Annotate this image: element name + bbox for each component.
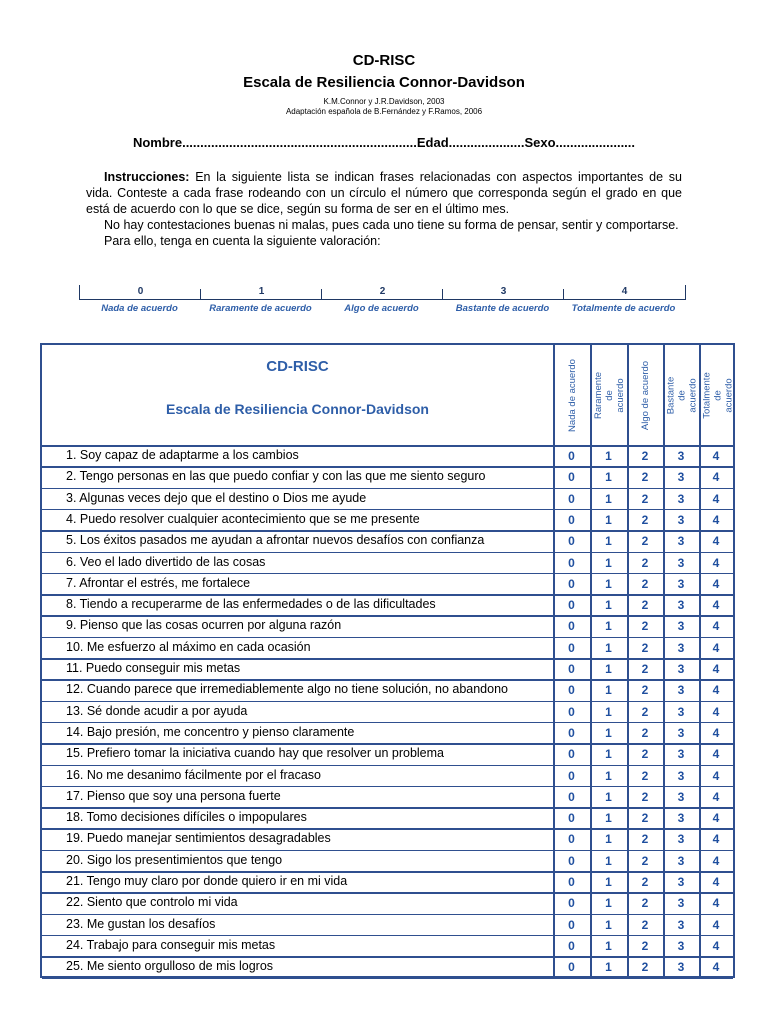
personal-data-fields: Nombre.................................................................Edad.....................Sexo...................... [132,135,636,150]
response-option[interactable]: 1 [605,640,612,655]
row-divider [42,637,733,639]
response-option[interactable]: 0 [568,938,575,953]
column-header [628,345,664,445]
response-option[interactable]: 0 [568,640,575,655]
response-option[interactable]: 0 [568,917,575,932]
response-option[interactable]: 2 [641,491,649,506]
response-option[interactable]: 1 [605,938,612,953]
response-option[interactable]: 3 [677,683,685,698]
response-option[interactable]: 0 [568,789,575,804]
response-option[interactable]: 4 [712,938,720,953]
table-row [42,829,733,850]
row-divider [42,466,733,468]
item-text: 13. Sé donde acudir a por ayuda [66,703,248,718]
item-text: 7. Afrontar el estrés, me fortalece [66,575,251,590]
row-divider [42,914,733,916]
response-option[interactable]: 4 [712,534,720,549]
table-row [42,702,733,723]
rating-scale [79,285,686,300]
table-row [42,467,733,488]
column-header-text: Totalmente de acuerdo [701,371,735,419]
table-row [42,723,733,744]
response-option[interactable]: 2 [641,662,649,676]
response-option[interactable]: 2 [641,938,649,953]
item-text: 4. Puedo resolver cualquier acontecimiento que se me presente [66,511,420,526]
document-subtitle: Escala de Resiliencia Connor-Davidson [243,74,525,91]
response-option[interactable]: 4 [712,811,720,826]
scale-label: Bastante de acuerdo [455,303,550,314]
row-divider [42,594,733,596]
item-text: 25. Me siento orgulloso de mis logros [66,959,274,974]
response-option[interactable]: 3 [677,662,685,676]
scale-label: Raramente de acuerdo [209,303,312,314]
column-divider [627,345,629,976]
response-option[interactable]: 2 [641,875,649,889]
row-divider [42,701,733,703]
item-text: 14. Bajo presión, me concentro y pienso claramente [66,724,355,739]
table-row [42,808,733,829]
response-option[interactable]: 2 [641,576,649,591]
response-option[interactable]: 3 [677,875,685,889]
response-option[interactable]: 4 [712,555,720,570]
response-option[interactable]: 0 [568,470,575,485]
response-option[interactable]: 3 [677,938,685,953]
item-text: 3. Algunas veces dejo que el destino o Dios me ayude [66,490,367,505]
response-option[interactable]: 3 [677,555,685,570]
response-option[interactable]: 4 [712,747,720,762]
response-option[interactable]: 0 [568,960,575,975]
instructions-p1 [86,169,682,217]
row-divider [42,509,733,511]
response-option[interactable]: 0 [568,832,575,847]
table-row [42,553,733,574]
response-option[interactable]: 2 [641,470,649,485]
table-row [42,744,733,765]
response-option[interactable]: 0 [568,576,575,591]
row-divider [42,786,733,788]
response-option[interactable]: 3 [677,491,685,506]
response-option[interactable]: 0 [568,598,575,613]
response-option[interactable]: 1 [605,811,612,826]
item-text: 9. Pienso que las cosas ocurren por alguna razón [66,618,342,633]
table-row [42,787,733,808]
item-text: 5. Los éxitos pasados me ayudan a afrontar nuevos desafíos con confianza [66,533,485,548]
table-row [42,638,733,659]
row-divider [42,807,733,809]
questionnaire-table [40,343,735,978]
column-header [664,345,700,445]
response-option[interactable]: 1 [605,449,612,463]
item-text: 1. Soy capaz de adaptarme a los cambios [66,448,299,462]
row-divider [42,828,733,830]
row-divider [42,615,733,617]
response-option[interactable]: 2 [641,555,649,570]
column-header-text: Algo de acuerdo [640,360,652,430]
table-row [42,936,733,957]
scale-value: 1 [258,286,265,297]
response-option[interactable]: 4 [712,853,720,868]
response-option[interactable]: 4 [712,725,720,740]
response-option[interactable]: 3 [677,619,685,634]
scale-value: 4 [621,286,628,297]
response-option[interactable]: 3 [677,725,685,740]
response-option[interactable]: 0 [568,896,575,911]
response-option[interactable]: 0 [568,512,575,527]
item-text: 2. Tengo personas en las que puedo confiar y con las que me siento seguro [66,469,486,484]
scale-label: Nada de acuerdo [101,303,178,314]
scale-value: 2 [379,286,386,297]
response-option[interactable]: 2 [641,640,649,655]
response-option[interactable]: 2 [641,747,649,762]
row-divider [42,679,733,681]
response-option[interactable]: 2 [641,832,649,847]
response-option[interactable]: 2 [641,960,649,975]
response-option[interactable]: 4 [712,576,720,591]
item-text: 24. Trabajo para conseguir mis metas [66,937,276,952]
response-option[interactable]: 0 [568,449,575,463]
response-option[interactable]: 0 [568,619,575,634]
response-option[interactable]: 3 [677,470,685,485]
response-option[interactable]: 2 [641,896,649,911]
table-row [42,446,733,467]
row-divider [42,892,733,894]
response-option[interactable]: 3 [677,534,685,549]
response-option[interactable]: 2 [641,619,649,634]
row-divider [42,850,733,852]
table-row [42,957,733,978]
response-option[interactable]: 3 [677,640,685,655]
scale-label: Algo de acuerdo [344,303,419,314]
column-header [700,345,736,445]
table-row [42,489,733,510]
table-row [42,915,733,936]
table-row [42,616,733,637]
response-option[interactable]: 0 [568,704,575,719]
response-option[interactable]: 0 [568,683,575,698]
row-divider [42,722,733,724]
response-option[interactable]: 2 [641,598,649,613]
row-divider [42,530,733,532]
response-option[interactable]: 3 [677,896,685,911]
response-option[interactable]: 1 [605,555,612,570]
response-option[interactable]: 3 [677,747,685,762]
response-option[interactable]: 3 [677,789,685,804]
response-option[interactable]: 1 [605,662,612,676]
scale-value: 3 [500,286,507,297]
response-option[interactable]: 4 [712,449,720,463]
row-divider [42,765,733,767]
response-option[interactable]: 4 [712,832,720,847]
response-option[interactable]: 4 [712,683,720,698]
response-option[interactable]: 3 [677,853,685,868]
response-option[interactable]: 1 [605,704,612,719]
response-option[interactable]: 4 [712,704,720,719]
row-divider [42,935,733,937]
instructions-label: Instrucciones: [104,170,190,184]
response-option[interactable]: 1 [605,491,612,506]
scale-label: Totalmente de acuerdo [571,303,676,314]
response-option[interactable]: 1 [605,619,612,634]
instructions-p3: Para ello, tenga en cuenta la siguiente valoración: [104,234,381,248]
response-option[interactable]: 1 [605,875,612,889]
credit-authors: K.M.Connor y J.R.Davidson, 2003 [323,97,445,106]
table-row [42,893,733,914]
response-option[interactable]: 2 [641,683,649,698]
response-option[interactable]: 2 [641,534,649,549]
row-divider [42,978,733,980]
table-row [42,574,733,595]
response-option[interactable]: 1 [605,832,612,847]
column-header [591,345,627,445]
instructions [86,169,682,249]
response-option[interactable]: 3 [677,960,685,975]
table-row [42,872,733,893]
response-option[interactable]: 4 [712,470,720,485]
response-option[interactable]: 0 [568,725,575,740]
response-option[interactable]: 3 [677,768,685,783]
column-header-text: Bastante de acuerdo [665,376,699,414]
item-text: 19. Puedo manejar sentimientos desagradables [66,831,331,846]
item-text: 12. Cuando parece que irremediablemente algo no tiene solución, no abandono [66,682,508,697]
document-title: CD-RISC [352,52,416,69]
response-option[interactable]: 3 [677,449,685,463]
instructions-text: En la siguiente lista se indican frases relacionadas con aspectos importantes de su vida. Conteste a cada frase rodeando con un círculo el número que corresponda según el grado en que está de acuerdo con lo que se dice, según su forma de ser en el último mes. [86,170,682,216]
response-option[interactable]: 4 [712,789,720,804]
column-header-text: Nada de acuerdo [566,358,578,432]
item-text: 15. Prefiero tomar la iniciativa cuando hay que resolver un problema [66,746,444,761]
credit-adaptation: Adaptación española de B.Fernández y F.Ramos, 2006 [285,107,483,116]
response-option[interactable]: 0 [568,811,575,826]
response-option[interactable]: 0 [568,491,575,506]
response-option[interactable]: 3 [677,811,685,826]
row-divider [42,871,733,873]
table-title: CD-RISC [266,358,329,375]
row-divider [42,956,733,958]
response-option[interactable]: 0 [568,534,575,549]
response-option[interactable]: 4 [712,491,720,506]
response-option[interactable]: 1 [605,747,612,762]
response-option[interactable]: 1 [605,470,612,485]
instructions-p2: No hay contestaciones buenas ni malas, pues cada uno tiene su forma de pensar, sentir y comportarse. [104,218,679,232]
response-option[interactable]: 4 [712,598,720,613]
column-divider [699,345,701,976]
response-option[interactable]: 1 [605,789,612,804]
table-row [42,766,733,787]
item-text: 18. Tomo decisiones difíciles o impopulares [66,810,307,825]
response-option[interactable]: 1 [605,853,612,868]
row-divider [42,573,733,575]
response-option[interactable]: 1 [605,598,612,613]
response-option[interactable]: 3 [677,512,685,527]
response-option[interactable]: 1 [605,534,612,549]
response-option[interactable]: 0 [568,768,575,783]
response-option[interactable]: 3 [677,704,685,719]
item-text: 17. Pienso que soy una persona fuerte [66,788,281,803]
response-option[interactable]: 2 [641,725,649,740]
response-option[interactable]: 1 [605,896,612,911]
item-text: 22. Siento que controlo mi vida [66,895,238,910]
response-option[interactable]: 3 [677,832,685,847]
response-option[interactable]: 2 [641,449,649,463]
response-option[interactable]: 2 [641,704,649,719]
response-option[interactable]: 4 [712,768,720,783]
response-option[interactable]: 2 [641,768,649,783]
response-option[interactable]: 2 [641,811,649,826]
item-text: 23. Me gustan los desafíos [66,916,216,931]
row-divider [42,488,733,490]
response-option[interactable]: 1 [605,683,612,698]
response-option[interactable]: 3 [677,917,685,932]
response-option[interactable]: 2 [641,789,649,804]
item-text: 21. Tengo muy claro por donde quiero ir en mi vida [66,874,348,888]
table-row [42,510,733,531]
response-option[interactable]: 4 [712,662,720,676]
item-text: 20. Sigo los presentimientos que tengo [66,852,283,867]
column-divider [663,345,665,976]
column-header-text: Raramente de acuerdo [592,371,626,419]
table-subtitle: Escala de Resiliencia Connor-Davidson [166,401,429,417]
row-divider [42,552,733,554]
response-option[interactable]: 4 [712,960,720,975]
table-row [42,659,733,680]
response-option[interactable]: 4 [712,640,720,655]
table-row [42,851,733,872]
response-option[interactable]: 2 [641,853,649,868]
table-row [42,680,733,701]
response-option[interactable]: 4 [712,896,720,911]
row-divider [42,743,733,745]
table-row [42,595,733,616]
response-option[interactable]: 4 [712,917,720,932]
item-text: 8. Tiendo a recuperarme de las enfermedades o de las dificultades [66,597,436,612]
response-option[interactable]: 3 [677,576,685,591]
item-text: 10. Me esfuerzo al máximo en cada ocasión [66,639,311,654]
response-option[interactable]: 0 [568,875,575,889]
column-divider [590,345,592,976]
response-option[interactable]: 0 [568,853,575,868]
column-header [554,345,590,445]
response-option[interactable]: 4 [712,619,720,634]
row-divider [42,445,733,447]
response-option[interactable]: 0 [568,747,575,762]
response-option[interactable]: 0 [568,555,575,570]
response-option[interactable]: 1 [605,512,612,527]
response-option[interactable]: 2 [641,917,649,932]
row-divider [42,658,733,660]
table-row [42,531,733,552]
response-option[interactable]: 4 [712,875,720,889]
response-option[interactable]: 2 [641,512,649,527]
column-divider [553,345,555,976]
response-option[interactable]: 0 [568,662,575,676]
response-option[interactable]: 1 [605,725,612,740]
item-text: 16. No me desanimo fácilmente por el fracaso [66,767,321,782]
response-option[interactable]: 3 [677,598,685,613]
response-option[interactable]: 1 [605,960,612,975]
item-text: 11. Puedo conseguir mis metas [66,661,241,675]
response-option[interactable]: 1 [605,917,612,932]
response-option[interactable]: 4 [712,512,720,527]
item-text: 6. Veo el lado divertido de las cosas [66,554,266,569]
response-option[interactable]: 1 [605,768,612,783]
scale-value: 0 [137,286,144,297]
response-option[interactable]: 1 [605,576,612,591]
